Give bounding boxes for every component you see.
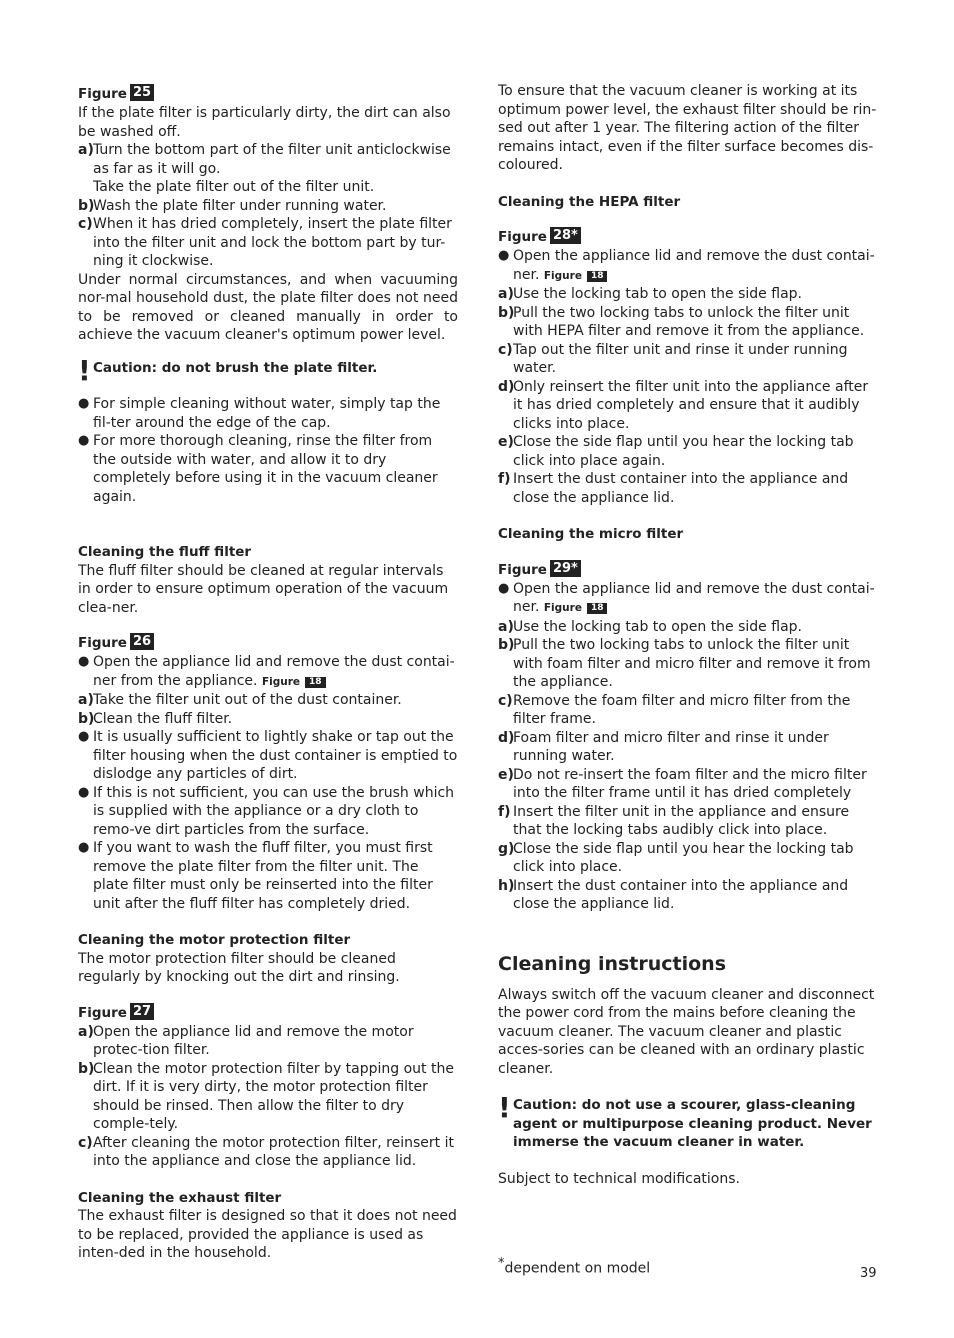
step-g: g) Close the side flap until you hear the locking tab click into place. (498, 840, 854, 875)
figure-18-ref: Figure 18 (262, 676, 326, 688)
step-a: a) Take the filter unit out of the dust container. (78, 692, 402, 708)
bullet-item: ● If you want to wash the fluff filter, you must first remove the plate filter from the filter unit. The plate filter must only be reinserted into the filter unit after the fluff filter has completely dried. (78, 840, 433, 912)
section-title: Cleaning instructions (498, 952, 727, 975)
bullet-item: ● Open the appliance lid and remove the dust contai-ner from the appliance. Figure 18 (78, 654, 455, 689)
exclamation-icon: ! (498, 1091, 511, 1124)
step-a: a) Use the locking tab to open the side flap. (498, 618, 802, 635)
step-d: d) Foam filter and micro filter and rinse it under running water. (498, 729, 829, 764)
step-b: b) Pull the two locking tabs to unlock the filter unit with HEPA filter and remove it from the appliance. (498, 304, 865, 339)
step-h: h) Insert the dust container into the appliance and close the appliance lid. (498, 877, 849, 912)
step-a-continued: Take the plate filter out of the filter unit. (93, 179, 375, 195)
section-heading: Cleaning the exhaust filter (78, 1189, 282, 1206)
step-b: b) Wash the plate filter under running water. (78, 197, 387, 214)
paragraph: The fluff filter should be cleaned at regular intervals in order to ensure optimum operation of the vacuum clea-ner. (78, 562, 449, 616)
bullet-item: ● For simple cleaning without water, simply tap the fil-ter around the edge of the cap. (78, 396, 441, 431)
step-f: f) Insert the dust container into the appliance and close the appliance lid. (498, 471, 849, 506)
right-column (498, 82, 878, 1188)
exclamation-icon: ! (78, 353, 91, 387)
step-c: c) Tap out the filter unit and rinse it under running water. (498, 341, 848, 376)
step-d: d) Only reinsert the filter unit into the appliance after it has dried completely and ensure that it audibly clicks into place. (498, 378, 869, 432)
step-f: f) Insert the filter unit in the appliance and ensure that the locking tabs audibly click into place. (498, 803, 850, 838)
figure-26-ref: Figure 26 (78, 633, 458, 653)
step-c: c) Remove the foam filter and micro filter from the filter frame. (498, 692, 851, 727)
figure-29-ref: Figure 29* (498, 560, 878, 580)
footnote: *dependent on model (498, 1256, 651, 1277)
paragraph: Under normal circumstances, and when vacuuming nor-mal household dust, the plate filter does not need to be removed or cleaned manually in order to achieve the vacuum cleaner's optimum power level. (78, 271, 458, 343)
step-e: e) Close the side flap until you hear the locking tab click into place again. (498, 434, 854, 469)
figure-27-ref: Figure 27 (78, 1003, 458, 1023)
bullet-item: ● Open the appliance lid and remove the dust contai-ner. Figure 18 (498, 248, 875, 283)
paragraph: Always switch off the vacuum cleaner and disconnect the power cord from the mains before cleaning the vacuum cleaner. The vacuum cleaner and plastic acces-sories can be cleaned with an ordinary plastic cleaner. (498, 986, 875, 1077)
bullet-item: ● For more thorough cleaning, rinse the filter from the outside with water, and allow it to dry completely before using it in the vacuum cleaner again. (78, 433, 438, 505)
page-number: 39 (860, 1266, 877, 1281)
paragraph: The motor protection filter should be cleaned regularly by knocking out the dirt and rinsing. (78, 950, 400, 985)
section-heading: Cleaning the HEPA filter (498, 193, 681, 210)
step-a: a) Use the locking tab to open the side flap. (498, 286, 802, 302)
left-column (78, 82, 458, 1263)
paragraph: The exhaust filter is designed so that it does not need to be replaced, provided the appliance is used as inten-ded in the household. (78, 1208, 457, 1261)
step-c: c) When it has dried completely, insert the plate filter into the filter unit and lock the bottom part by tur-ning it clockwise. (78, 216, 452, 269)
paragraph: Subject to technical modifications. (498, 1170, 740, 1187)
paragraph: If the plate filter is particularly dirty, the dirt can also be washed off. (78, 105, 451, 140)
paragraph: To ensure that the vacuum cleaner is working at its optimum power level, the exhaust filter should be rin-sed out after 1 year. The filtering action of the filter remains intact, even if the filter surface becomes dis-coloured. (498, 83, 877, 173)
step-b: b) Clean the fluff filter. (78, 710, 233, 727)
section-heading: Cleaning the micro filter (498, 526, 684, 542)
step-a: a) Turn the bottom part of the filter unit anticlockwise as far as it will go. (78, 142, 451, 177)
step-a: a) Open the appliance lid and remove the motor protec-tion filter. (78, 1023, 414, 1058)
step-c: c) After cleaning the motor protection filter, reinsert it into the appliance and close the appliance lid. (78, 1134, 454, 1169)
figure-18-ref: Figure 18 (544, 602, 608, 614)
step-b: b) Clean the motor protection filter by tapping out the dirt. If it is very dirty, the motor protection filter should be rinsed. Then allow the filter to dry comple-tely. (78, 1060, 454, 1132)
figure-28-ref: Figure 28* (498, 227, 878, 247)
step-e: e) Do not re-insert the foam filter and the micro filter into the filter frame until it has dried completely (498, 766, 867, 801)
bullet-item: ● It is usually sufficient to lightly shake or tap out the filter housing when the dust container is emptied to dislodge any particles of dirt. (78, 729, 458, 782)
section-heading: Cleaning the motor protection filter (78, 932, 351, 948)
step-b: b) Pull the two locking tabs to unlock the filter unit with foam filter and micro filter and remove it from the appliance. (498, 637, 871, 690)
figure-18-ref: Figure 18 (544, 270, 608, 282)
bullet-item: ● Open the appliance lid and remove the dust contai-ner. Figure 18 (498, 580, 875, 615)
section-heading: Cleaning the fluff filter (78, 544, 252, 560)
figure-25-ref: Figure 25 (78, 84, 458, 104)
caution-note: ! Caution: do not use a scourer, glass-cleaning agent or multipurpose cleaning product. Never immerse the vacuum cleaner in water. (498, 1091, 872, 1150)
bullet-item: ● If this is not sufficient, you can use the brush which is supplied with the appliance or a dry cloth to remo-ve dirt particles from the surface. (78, 784, 455, 838)
caution-note: ! Caution: do not brush the plate filter. (78, 353, 378, 387)
